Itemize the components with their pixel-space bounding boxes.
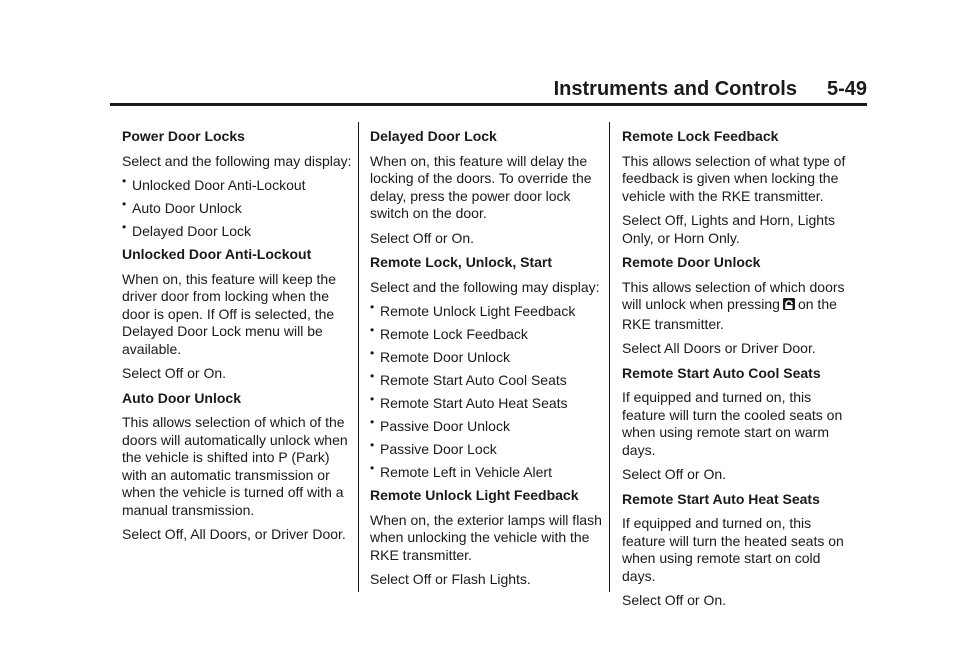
list-item: • Remote Start Auto Heat Seats — [370, 392, 568, 411]
paragraph: Select and the following may display: — [370, 278, 600, 295]
bullet-icon: • — [122, 197, 127, 211]
heading-delayed-door-lock: Delayed Door Lock — [370, 128, 497, 144]
heading-power-door-locks: Power Door Locks — [122, 128, 245, 144]
bullet-icon: • — [122, 220, 127, 234]
bullet-icon: • — [370, 438, 375, 452]
paragraph: This allows selection of what type of feedback is given when locking the vehicle with the RKE transmitter. — [622, 152, 846, 204]
paragraph: Select Off or On. — [622, 466, 727, 482]
column-divider — [358, 122, 359, 592]
heading-auto-door-unlock: Auto Door Unlock — [122, 389, 241, 406]
bullet-icon: • — [370, 415, 375, 429]
heading-remote-unlock-light-feedback: Remote Unlock Light Feedback — [370, 487, 579, 503]
paragraph: When on, the exterior lamps will flash when unlocking the vehicle with the RKE transmitter. — [370, 511, 602, 563]
paragraph: If equipped and turned on, this feature will turn the heated seats on when using remote start on cold days. — [622, 515, 844, 584]
bullet-icon: • — [370, 346, 375, 360]
bullet-list — [122, 174, 354, 241]
paragraph: When on, this feature will delay the locking of the doors. To override the delay, press the power door lock switch on the door. — [370, 152, 592, 221]
bullet-icon: • — [370, 369, 375, 383]
list-item: • Remote Unlock Light Feedback — [370, 300, 576, 319]
bullet-icon: • — [370, 392, 375, 406]
page-number: 5-49 — [826, 78, 867, 100]
list-item: • Passive Door Lock — [370, 438, 497, 457]
unlock-icon — [782, 297, 796, 316]
list-item: • Remote Start Auto Cool Seats — [370, 369, 567, 388]
paragraph: Select and the following may display: — [122, 152, 352, 169]
heading-remote-lock-unlock-start: Remote Lock, Unlock, Start — [370, 254, 553, 270]
column-left — [122, 128, 354, 551]
paragraph: Select Off, Lights and Horn, Lights Only, or Horn Only. — [622, 212, 835, 246]
heading-remote-start-auto-heat-seats: Remote Start Auto Heat Seats — [622, 490, 820, 507]
paragraph: Select Off, All Doors, or Driver Door. — [122, 526, 346, 542]
paragraph: This allows selection of which doors will unlock when pressing on the RKE transmitter. — [622, 278, 845, 332]
paragraph: If equipped and turned on, this feature will turn the cooled seats on when using remote start on warm days. — [622, 389, 843, 458]
paragraph: Select Off or On. — [370, 229, 475, 246]
section-title: Instruments and Controls — [553, 78, 797, 100]
heading-anti-lockout: Unlocked Door Anti-Lockout — [122, 246, 312, 262]
list-item: • Remote Lock Feedback — [370, 323, 528, 342]
paragraph: This allows selection of which of the doors will automatically unlock when the vehicle is shifted into P (Park) with an automatic transmission or when the vehicle is turned off with a manual transmission. — [122, 414, 348, 518]
list-item: • Auto Door Unlock — [122, 197, 242, 216]
bullet-icon: • — [370, 323, 375, 337]
heading-remote-door-unlock: Remote Door Unlock — [622, 254, 761, 270]
list-item: • Delayed Door Lock — [122, 220, 252, 239]
list-item: • Remote Door Unlock — [370, 346, 510, 365]
paragraph: Select Off or Flash Lights. — [370, 571, 531, 587]
bullet-icon: • — [370, 461, 375, 475]
paragraph: Select Off or On. — [122, 365, 227, 381]
list-item: • Remote Left in Vehicle Alert — [370, 461, 552, 480]
heading-remote-start-auto-cool-seats: Remote Start Auto Cool Seats — [622, 364, 821, 381]
list-item: • Unlocked Door Anti-Lockout — [122, 174, 306, 193]
list-item: • Passive Door Unlock — [370, 415, 510, 434]
column-right — [622, 128, 854, 617]
column-middle — [370, 128, 602, 596]
paragraph: When on, this feature will keep the driver door from locking when the door is open. If Off is selected, the Delayed Door Lock menu will be available. — [122, 270, 337, 357]
bullet-list — [370, 300, 602, 482]
page-header — [110, 74, 867, 106]
bullet-icon: • — [122, 174, 127, 188]
paragraph: Select All Doors or Driver Door. — [622, 340, 816, 356]
bullet-icon: • — [370, 300, 375, 314]
heading-remote-lock-feedback: Remote Lock Feedback — [622, 128, 779, 144]
paragraph: Select Off or On. — [622, 592, 727, 608]
column-divider — [609, 122, 610, 592]
